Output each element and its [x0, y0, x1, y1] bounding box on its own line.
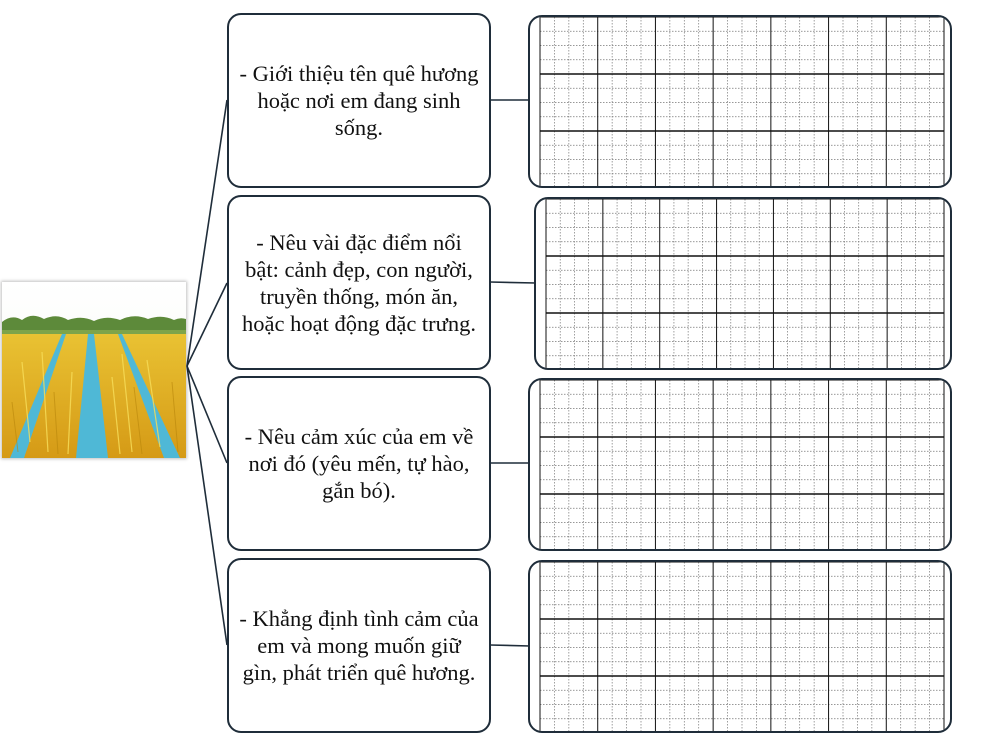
prompt-box-4 — [227, 558, 491, 733]
prompt-box-1 — [227, 13, 491, 188]
prompt-text-3: - Nêu cảm xúc của em về nơi đó (yêu mến, tự hào, gắn bó). — [244, 424, 474, 503]
writing-grid-lines-3 — [530, 380, 952, 551]
writing-grid-lines-4 — [530, 562, 952, 733]
prompt-box-3 — [227, 376, 491, 551]
prompt-text-2: - Nêu vài đặc điểm nổi bật: cảnh đẹp, con người, truyền thống, món ăn, hoặc hoạt động đặc trưng. — [242, 229, 476, 336]
prompt-box-2 — [227, 195, 491, 370]
prompt-text-4: - Khẳng định tình cảm của em và mong muốn giữ gìn, phát triển quê hương. — [239, 606, 479, 685]
writing-grid-lines-2 — [536, 199, 952, 370]
connector-prompt-4-to-grid-4 — [490, 645, 530, 646]
rice-field-illustration — [2, 282, 186, 458]
writing-grid-1[interactable] — [528, 15, 952, 188]
connector-prompt-2-to-grid-2 — [490, 282, 536, 283]
connector-photo-to-prompt-4 — [187, 366, 227, 645]
rice-field-image — [2, 282, 186, 458]
writing-grid-3[interactable] — [528, 378, 952, 551]
writing-grid-4[interactable] — [528, 560, 952, 733]
connector-photo-to-prompt-3 — [187, 366, 227, 463]
writing-grid-lines-1 — [530, 17, 952, 188]
prompt-text-1: - Giới thiệu tên quê hương hoặc nơi em đang sinh sống. — [239, 61, 479, 140]
writing-grid-2[interactable] — [534, 197, 952, 370]
